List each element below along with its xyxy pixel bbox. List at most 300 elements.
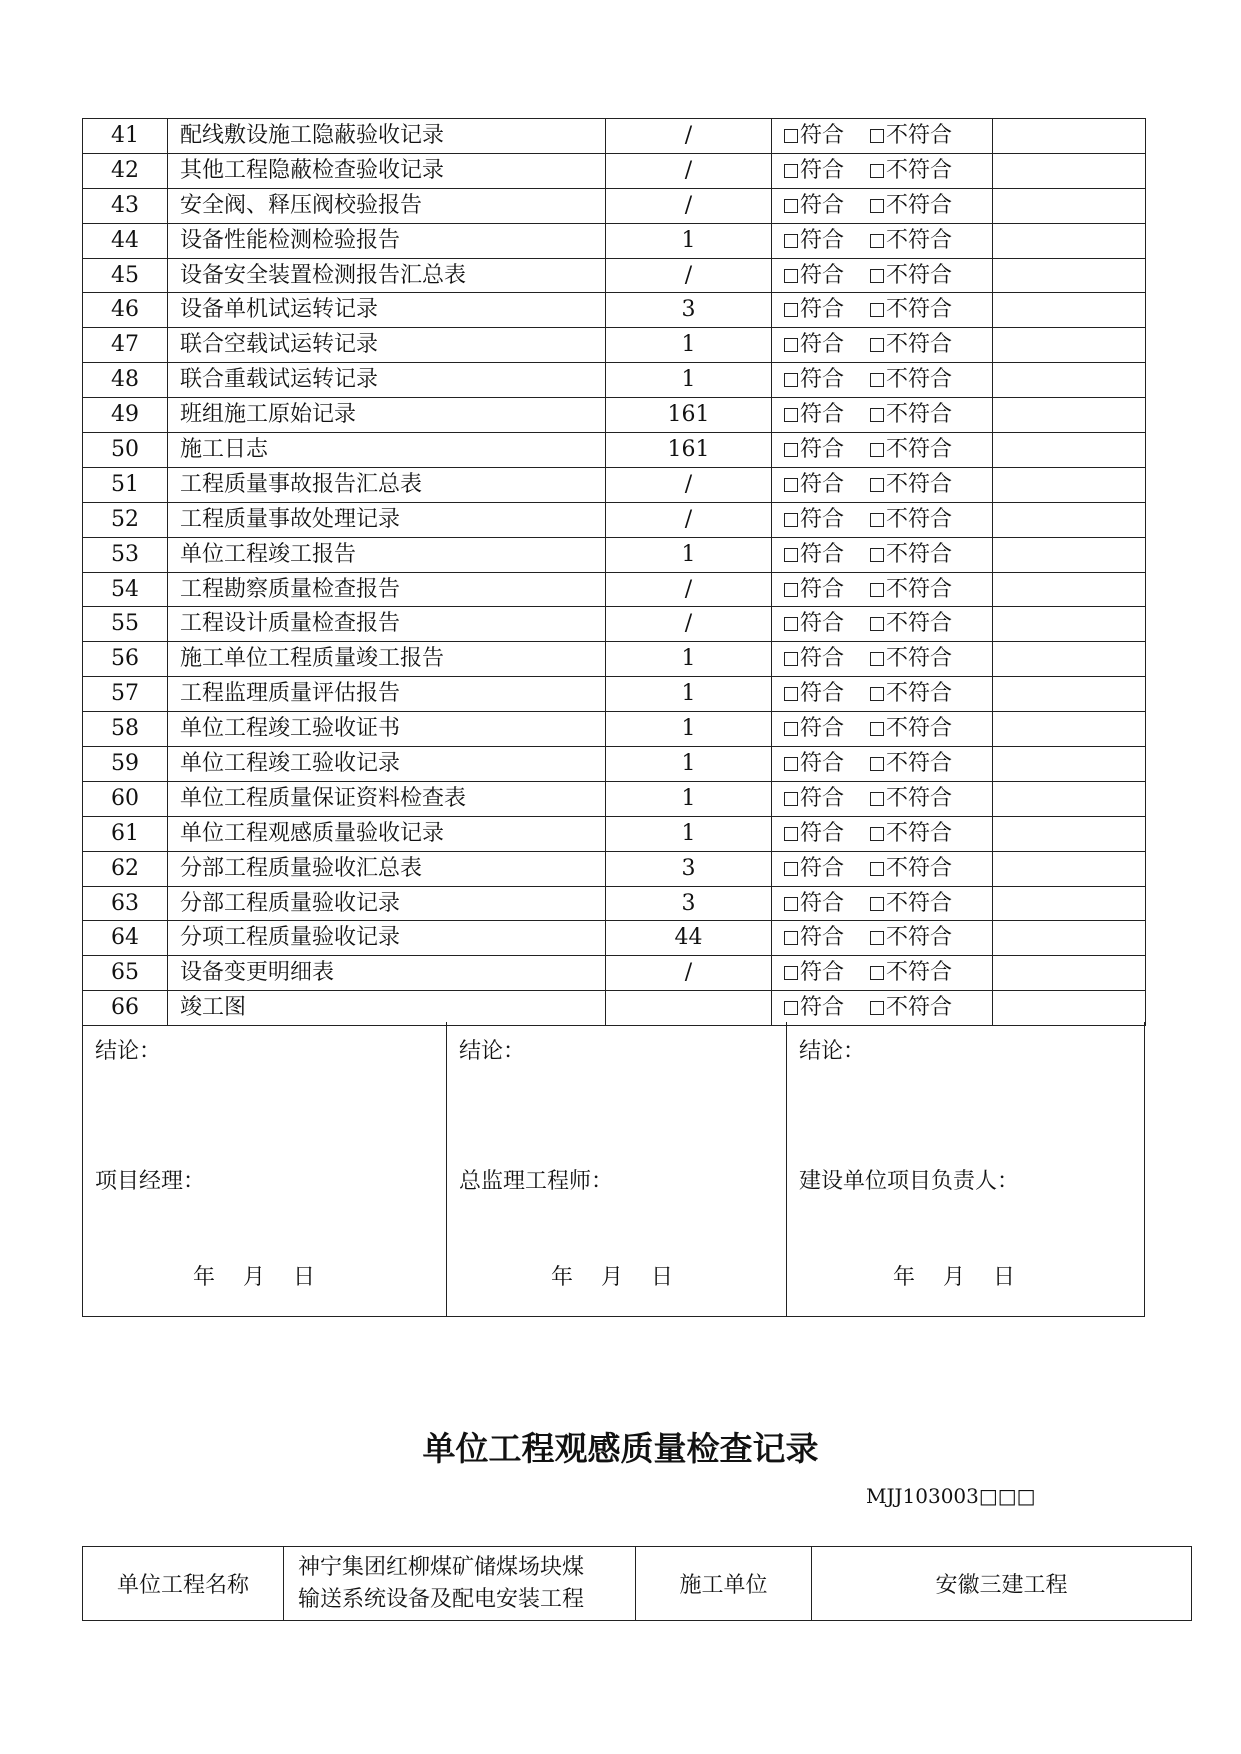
- checkbox-square-icon[interactable]: [870, 792, 884, 806]
- nonconform-checkbox[interactable]: [870, 369, 952, 391]
- conform-checkbox[interactable]: [784, 576, 845, 602]
- document-name: 设备变更明细表: [168, 956, 606, 991]
- conformity-options: [772, 712, 993, 747]
- document-name: 其他工程隐蔽检查验收记录: [168, 153, 606, 188]
- checkbox-square-icon[interactable]: [870, 129, 884, 143]
- checkbox-square-icon[interactable]: [870, 931, 884, 945]
- checkbox-label: 符合: [800, 750, 845, 776]
- checkbox-label: 不符合: [886, 785, 953, 811]
- document-count: /: [606, 572, 772, 607]
- contractor-label: 施工单位: [636, 1547, 812, 1621]
- nonconform-checkbox[interactable]: [870, 541, 953, 567]
- conform-checkbox[interactable]: [784, 855, 845, 881]
- nonconform-checkbox[interactable]: [870, 334, 952, 356]
- checklist-row: [83, 956, 1146, 991]
- row-number: 44: [83, 223, 168, 258]
- conformity-options: [772, 537, 993, 572]
- conformity-options: [772, 258, 993, 293]
- unit-name-value: [284, 1547, 636, 1621]
- checkbox-label: 符合: [800, 576, 845, 602]
- checkbox-square-icon[interactable]: [870, 408, 884, 422]
- conform-checkbox[interactable]: [784, 820, 845, 846]
- nonconform-checkbox[interactable]: [870, 927, 952, 949]
- conformity-options: [772, 119, 993, 154]
- checkbox-square-icon[interactable]: [784, 583, 798, 597]
- conclusion-label: 结论：: [95, 1039, 162, 1064]
- row-number: 58: [83, 712, 168, 747]
- checkbox-label: 不符合: [886, 646, 953, 672]
- conformity-options: [772, 607, 993, 642]
- conform-checkbox[interactable]: [784, 192, 845, 218]
- document-count: /: [606, 119, 772, 154]
- checkbox-square-icon[interactable]: [870, 513, 884, 527]
- checklist-row: [83, 153, 1146, 188]
- checkbox-square-icon[interactable]: [784, 164, 798, 178]
- signoff-panel: [82, 1022, 1145, 1317]
- checkbox-square-icon[interactable]: [784, 897, 798, 911]
- checkbox-square-icon[interactable]: [870, 617, 884, 631]
- signoff-supervisor: [446, 1022, 786, 1316]
- checkbox-label: 符合: [800, 506, 845, 532]
- remark-cell: [993, 712, 1146, 747]
- checkbox-label: 不符合: [886, 960, 953, 986]
- row-number: 57: [83, 677, 168, 712]
- checkbox-square-icon[interactable]: [784, 129, 798, 143]
- nonconform-checkbox[interactable]: [870, 262, 953, 288]
- document-name: 单位工程质量保证资料检查表: [168, 781, 606, 816]
- checkbox-square-icon[interactable]: [784, 548, 798, 562]
- checkbox-square-icon[interactable]: [870, 338, 884, 352]
- document-name: 班组施工原始记录: [168, 398, 606, 433]
- row-number: 41: [83, 119, 168, 154]
- checkbox-label: 不符合: [886, 192, 953, 218]
- checkbox-label: 符合: [800, 262, 845, 288]
- checkbox-label: 不符合: [886, 681, 953, 707]
- checkbox-square-icon[interactable]: [870, 164, 884, 178]
- checkbox-square-icon[interactable]: [784, 827, 798, 841]
- row-number: 45: [83, 258, 168, 293]
- checkbox-label: 不符合: [886, 367, 953, 393]
- conform-checkbox[interactable]: [784, 750, 845, 776]
- remark-cell: [993, 188, 1146, 223]
- checklist-row: [83, 572, 1146, 607]
- checklist-row: [83, 223, 1146, 258]
- unit-name-label: 单位工程名称: [83, 1547, 284, 1621]
- nonconform-checkbox[interactable]: [870, 890, 953, 916]
- row-number: 62: [83, 851, 168, 886]
- conformity-options: [772, 467, 993, 502]
- remark-cell: [993, 851, 1146, 886]
- conform-checkbox[interactable]: [784, 683, 844, 705]
- remark-cell: [993, 223, 1146, 258]
- document-name: 联合空载试运转记录: [168, 328, 606, 363]
- checkbox-label: 符合: [800, 471, 845, 497]
- conformity-options: [772, 642, 993, 677]
- nonconform-checkbox[interactable]: [870, 613, 952, 635]
- remark-cell: [993, 677, 1146, 712]
- checkbox-square-icon[interactable]: [784, 966, 798, 980]
- checkbox-square-icon[interactable]: [784, 792, 798, 806]
- conform-checkbox[interactable]: [784, 927, 844, 949]
- conform-checkbox[interactable]: [784, 890, 845, 916]
- conform-checkbox[interactable]: [784, 122, 845, 148]
- checkbox-square-icon[interactable]: [870, 897, 884, 911]
- conform-checkbox[interactable]: [784, 718, 844, 740]
- nonconform-checkbox[interactable]: [870, 820, 953, 846]
- conformity-options: [772, 956, 993, 991]
- checklist-row: [83, 119, 1146, 154]
- nonconform-checkbox[interactable]: [870, 192, 953, 218]
- checkbox-label: 不符合: [886, 820, 953, 846]
- checklist-row: [83, 747, 1146, 782]
- checkbox-label: 符合: [800, 611, 845, 637]
- conformity-options: [772, 188, 993, 223]
- checkbox-square-icon[interactable]: [870, 966, 884, 980]
- checkbox-square-icon[interactable]: [784, 513, 798, 527]
- checkbox-square-icon[interactable]: [870, 757, 884, 771]
- checkbox-label: 符合: [800, 925, 845, 951]
- checklist-row: [83, 607, 1146, 642]
- document-count: [606, 991, 772, 1026]
- checkbox-label: 符合: [800, 402, 845, 428]
- checkbox-label: 不符合: [886, 122, 953, 148]
- document-name: 设备性能检测检验报告: [168, 223, 606, 258]
- checkbox-label: 不符合: [886, 750, 953, 776]
- remark-cell: [993, 921, 1146, 956]
- row-number: 52: [83, 502, 168, 537]
- nonconform-checkbox[interactable]: [870, 506, 953, 532]
- remark-cell: [993, 153, 1146, 188]
- date-line: 年 月 日: [551, 1265, 673, 1290]
- chief-supervisor-label: 总监理工程师：: [459, 1169, 614, 1194]
- conformity-options: [772, 781, 993, 816]
- document-count: 1: [606, 328, 772, 363]
- owner-project-lead-label: 建设单位项目负责人：: [799, 1169, 1020, 1194]
- checkbox-square-icon[interactable]: [784, 269, 798, 283]
- checkbox-square-icon[interactable]: [784, 722, 798, 736]
- checkbox-label: 不符合: [886, 157, 953, 183]
- nonconform-checkbox[interactable]: [870, 436, 953, 462]
- checkbox-label: 符合: [800, 785, 845, 811]
- row-number: 64: [83, 921, 168, 956]
- row-number: 47: [83, 328, 168, 363]
- checkbox-square-icon[interactable]: [784, 757, 798, 771]
- checkbox-square-icon[interactable]: [870, 687, 884, 701]
- unit-name-line: 神宁集团红柳煤矿储煤场块煤: [298, 1554, 585, 1580]
- conclusion-label: 结论：: [459, 1039, 526, 1064]
- document-count: /: [606, 502, 772, 537]
- checkbox-label: 不符合: [886, 995, 953, 1021]
- document-count: /: [606, 188, 772, 223]
- row-number: 50: [83, 433, 168, 468]
- checklist-row: [83, 677, 1146, 712]
- document-name: 分部工程质量验收记录: [168, 886, 606, 921]
- conform-checkbox[interactable]: [784, 262, 845, 288]
- checklist-row: [83, 991, 1146, 1026]
- remark-cell: [993, 747, 1146, 782]
- conformity-options: [772, 363, 993, 398]
- checkbox-label: 不符合: [886, 297, 953, 323]
- checkbox-square-icon[interactable]: [870, 652, 884, 666]
- checkbox-label: 符合: [800, 716, 845, 742]
- checklist-row: [83, 712, 1146, 747]
- checkbox-square-icon[interactable]: [784, 1001, 798, 1015]
- nonconform-checkbox[interactable]: [870, 962, 952, 984]
- remark-cell: [993, 398, 1146, 433]
- document-name: 分项工程质量验收记录: [168, 921, 606, 956]
- checkbox-label: 不符合: [886, 471, 953, 497]
- checkbox-label: 符合: [800, 995, 845, 1021]
- document-count: 3: [606, 851, 772, 886]
- checkbox-square-icon[interactable]: [870, 862, 884, 876]
- row-number: 48: [83, 363, 168, 398]
- nonconform-checkbox[interactable]: [870, 157, 953, 183]
- conform-checkbox[interactable]: [784, 613, 844, 635]
- checkbox-label: 符合: [800, 855, 845, 881]
- row-number: 53: [83, 537, 168, 572]
- checklist-row: [83, 816, 1146, 851]
- document-name: 联合重载试运转记录: [168, 363, 606, 398]
- checkbox-square-icon[interactable]: [784, 234, 798, 248]
- checkbox-square-icon[interactable]: [784, 617, 798, 631]
- remark-cell: [993, 502, 1146, 537]
- nonconform-checkbox[interactable]: [870, 299, 952, 321]
- document-count: /: [606, 607, 772, 642]
- conform-checkbox[interactable]: [784, 157, 845, 183]
- checkbox-label: 符合: [800, 367, 845, 393]
- checkbox-label: 符合: [800, 227, 845, 253]
- row-number: 59: [83, 747, 168, 782]
- checkbox-square-icon[interactable]: [784, 931, 798, 945]
- checkbox-label: 符合: [800, 297, 845, 323]
- checklist-row: [83, 502, 1146, 537]
- conform-checkbox[interactable]: [784, 962, 844, 984]
- conform-checkbox[interactable]: [784, 369, 844, 391]
- checkbox-square-icon[interactable]: [870, 722, 884, 736]
- remark-cell: [993, 886, 1146, 921]
- conform-checkbox[interactable]: [784, 541, 845, 567]
- checklist-row: [83, 921, 1146, 956]
- checkbox-label: 符合: [800, 192, 845, 218]
- checkbox-square-icon[interactable]: [870, 583, 884, 597]
- checkbox-square-icon[interactable]: [784, 408, 798, 422]
- date-line: 年 月 日: [893, 1265, 1015, 1290]
- document-count: /: [606, 956, 772, 991]
- checklist-row: [83, 433, 1146, 468]
- checkbox-label: 符合: [800, 681, 845, 707]
- document-count: 1: [606, 677, 772, 712]
- nonconform-checkbox[interactable]: [870, 227, 953, 253]
- document-name: 安全阀、释压阀校验报告: [168, 188, 606, 223]
- conformity-options: [772, 293, 993, 328]
- document-name: 分部工程质量验收汇总表: [168, 851, 606, 886]
- nonconform-checkbox[interactable]: [870, 750, 953, 776]
- document-name: 单位工程竣工验收证书: [168, 712, 606, 747]
- conform-checkbox[interactable]: [784, 404, 844, 426]
- remark-cell: [993, 293, 1146, 328]
- checkbox-label: 不符合: [886, 436, 953, 462]
- checkbox-label: 符合: [800, 820, 845, 846]
- checkbox-square-icon[interactable]: [784, 862, 798, 876]
- document-count: 161: [606, 433, 772, 468]
- conformity-options: [772, 747, 993, 782]
- checkbox-square-icon[interactable]: [870, 1001, 884, 1015]
- row-number: 46: [83, 293, 168, 328]
- signoff-owner: [786, 1022, 1144, 1316]
- section-title: 单位工程观感质量检查记录: [422, 1429, 819, 1468]
- checkbox-label: 不符合: [886, 925, 953, 951]
- document-count: /: [606, 153, 772, 188]
- row-number: 61: [83, 816, 168, 851]
- document-count: 1: [606, 816, 772, 851]
- conform-checkbox[interactable]: [784, 299, 844, 321]
- document-name: 工程设计质量检查报告: [168, 607, 606, 642]
- document-count: 1: [606, 223, 772, 258]
- conformity-options: [772, 223, 993, 258]
- checkbox-label: 不符合: [886, 262, 953, 288]
- checkbox-label: 符合: [800, 890, 845, 916]
- checkbox-label: 不符合: [886, 332, 953, 358]
- remark-cell: [993, 572, 1146, 607]
- nonconform-checkbox[interactable]: [870, 122, 953, 148]
- checklist-body: [83, 119, 1146, 1026]
- checkbox-square-icon[interactable]: [784, 338, 798, 352]
- document-name: 配线敷设施工隐蔽验收记录: [168, 119, 606, 154]
- checklist-row: [83, 188, 1146, 223]
- checkbox-square-icon[interactable]: [784, 478, 798, 492]
- conformity-options: [772, 153, 993, 188]
- remark-cell: [993, 956, 1146, 991]
- conform-checkbox[interactable]: [784, 436, 845, 462]
- conformity-options: [772, 991, 993, 1026]
- checkbox-square-icon[interactable]: [784, 443, 798, 457]
- checkbox-label: 符合: [800, 157, 845, 183]
- checklist-row: [83, 537, 1146, 572]
- document-count: 1: [606, 781, 772, 816]
- document-name: 工程勘察质量检查报告: [168, 572, 606, 607]
- conform-checkbox[interactable]: [784, 997, 844, 1019]
- nonconform-checkbox[interactable]: [870, 718, 952, 740]
- document-count: 44: [606, 921, 772, 956]
- checkbox-label: 符合: [800, 960, 845, 986]
- checkbox-label: 符合: [800, 332, 845, 358]
- document-count: /: [606, 467, 772, 502]
- document-count: 3: [606, 293, 772, 328]
- contractor-value: 安徽三建工程: [812, 1547, 1192, 1621]
- checkbox-square-icon[interactable]: [870, 303, 884, 317]
- nonconform-checkbox[interactable]: [870, 471, 953, 497]
- remark-cell: [993, 781, 1146, 816]
- row-number: 49: [83, 398, 168, 433]
- checkbox-square-icon[interactable]: [870, 443, 884, 457]
- checkbox-square-icon[interactable]: [784, 199, 798, 213]
- checkbox-label: 不符合: [886, 541, 953, 567]
- conformity-options: [772, 328, 993, 363]
- conform-checkbox[interactable]: [784, 506, 845, 532]
- checkbox-square-icon[interactable]: [784, 687, 798, 701]
- document-count: 1: [606, 642, 772, 677]
- checkbox-label: 不符合: [886, 716, 953, 742]
- conform-checkbox[interactable]: [784, 785, 845, 811]
- remark-cell: [993, 363, 1146, 398]
- unit-name-line: 输送系统设备及配电安装工程: [298, 1586, 585, 1612]
- conformity-options: [772, 816, 993, 851]
- nonconform-checkbox[interactable]: [870, 855, 953, 881]
- checkbox-square-icon[interactable]: [784, 303, 798, 317]
- checkbox-square-icon[interactable]: [784, 652, 798, 666]
- remark-cell: [993, 467, 1146, 502]
- document-count: 3: [606, 886, 772, 921]
- checkbox-label: 不符合: [886, 402, 953, 428]
- remark-cell: [993, 119, 1146, 154]
- conformity-options: [772, 886, 993, 921]
- document-count: /: [606, 258, 772, 293]
- checkbox-square-icon[interactable]: [870, 199, 884, 213]
- nonconform-checkbox[interactable]: [870, 683, 952, 705]
- checkbox-square-icon[interactable]: [870, 234, 884, 248]
- checkbox-square-icon[interactable]: [784, 373, 798, 387]
- conform-checkbox[interactable]: [784, 227, 845, 253]
- remark-cell: [993, 642, 1146, 677]
- nonconform-checkbox[interactable]: [870, 648, 952, 670]
- nonconform-checkbox[interactable]: [870, 576, 953, 602]
- remark-cell: [993, 328, 1146, 363]
- checklist-row: [83, 363, 1146, 398]
- checklist-row: [83, 328, 1146, 363]
- row-number: 55: [83, 607, 168, 642]
- document-name: 单位工程竣工报告: [168, 537, 606, 572]
- row-number: 60: [83, 781, 168, 816]
- row-number: 43: [83, 188, 168, 223]
- document-count: 1: [606, 363, 772, 398]
- row-number: 42: [83, 153, 168, 188]
- remark-cell: [993, 258, 1146, 293]
- checklist-row: [83, 886, 1146, 921]
- nonconform-checkbox[interactable]: [870, 404, 952, 426]
- checklist-row: [83, 642, 1146, 677]
- checkbox-label: 符合: [800, 541, 845, 567]
- checkbox-label: 不符合: [886, 227, 953, 253]
- conformity-options: [772, 851, 993, 886]
- checkbox-square-icon[interactable]: [870, 269, 884, 283]
- remark-cell: [993, 816, 1146, 851]
- document-name: 工程监理质量评估报告: [168, 677, 606, 712]
- conform-checkbox[interactable]: [784, 471, 845, 497]
- nonconform-checkbox[interactable]: [870, 997, 952, 1019]
- checkbox-square-icon[interactable]: [870, 373, 884, 387]
- row-number: 66: [83, 991, 168, 1026]
- conform-checkbox[interactable]: [784, 648, 844, 670]
- conformity-options: [772, 433, 993, 468]
- document-count: 161: [606, 398, 772, 433]
- conformity-options: [772, 398, 993, 433]
- row-number: 51: [83, 467, 168, 502]
- nonconform-checkbox[interactable]: [870, 785, 953, 811]
- conclusion-label: 结论：: [799, 1039, 866, 1064]
- checkbox-square-icon[interactable]: [870, 827, 884, 841]
- checklist-row: [83, 293, 1146, 328]
- document-name: 施工日志: [168, 433, 606, 468]
- checkbox-label: 符合: [800, 436, 845, 462]
- conformity-options: [772, 502, 993, 537]
- checkbox-label: 符合: [800, 122, 845, 148]
- conform-checkbox[interactable]: [784, 334, 844, 356]
- checkbox-label: 符合: [800, 646, 845, 672]
- checklist-row: [83, 781, 1146, 816]
- checkbox-square-icon[interactable]: [870, 478, 884, 492]
- checkbox-square-icon[interactable]: [870, 548, 884, 562]
- document-name: 设备单机试运转记录: [168, 293, 606, 328]
